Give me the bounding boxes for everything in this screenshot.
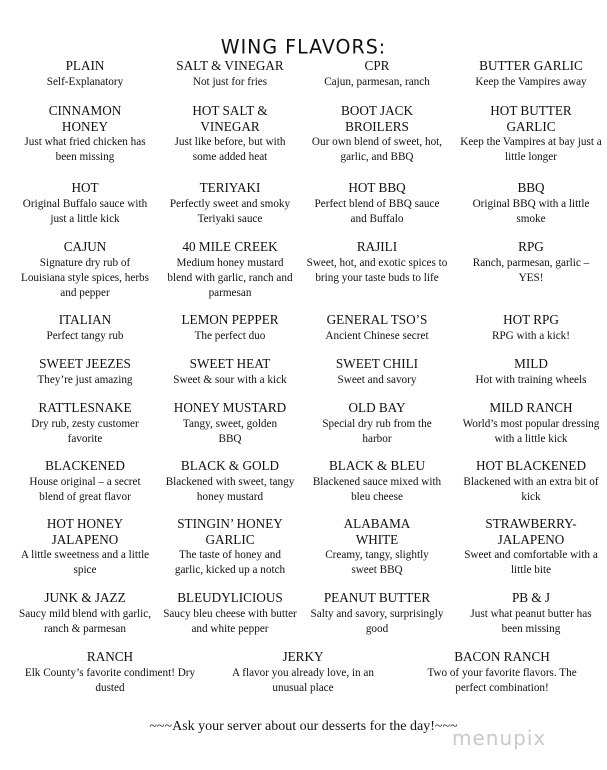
flavor-name: HOT BBQ <box>348 180 406 195</box>
flavor-name: HOT BLACKENED <box>475 458 586 473</box>
flavor-mild <box>457 356 605 388</box>
flavor-name: RPG <box>518 239 544 254</box>
flavor-name: HOT <box>71 180 99 195</box>
flavor-junk-jazz <box>15 590 155 637</box>
flavor-lemon-pepper <box>160 312 300 344</box>
flavor-bbq <box>462 180 600 227</box>
flavor-desc: Sweet and comfortable with a little bite <box>464 549 598 576</box>
flavor-bleudylicious <box>160 590 300 637</box>
flavor-name: PLAIN <box>65 58 105 73</box>
flavor-hot <box>18 180 152 227</box>
flavor-name: BLEUDYLICIOUS <box>177 590 283 605</box>
flavor-sweet-chili <box>303 356 451 388</box>
flavor-name: BUTTER GARLIC <box>479 58 583 73</box>
flavor-desc: A little sweetness and a little spice <box>20 549 150 576</box>
flavor-hot-butter-garlic <box>460 103 602 165</box>
flavor-rpg <box>466 239 596 286</box>
flavor-name: LEMON PEPPER <box>181 312 279 327</box>
flavor-desc: A flavor you already love, in an unusual place <box>232 666 374 694</box>
flavor-name: BLACK & BLEU <box>329 458 425 473</box>
flavor-desc: Medium honey mustard blend with garlic, ranch and parmesan <box>167 256 293 299</box>
flavor-desc: Special dry rub from the harbor <box>322 417 432 445</box>
flavor-name: GENERAL TSO’S <box>326 312 428 327</box>
flavor-desc: Blackened with an extra bit of kick <box>463 475 599 503</box>
flavor-cajun <box>18 239 152 301</box>
flavor-name: RATTLESNAKE <box>38 400 132 415</box>
flavor-name: HOT HONEY JALAPENO <box>46 516 124 547</box>
flavor-desc: Sweet, hot, and exotic spices to bring your taste buds to life <box>306 256 448 284</box>
flavor-name: BBQ <box>517 180 545 195</box>
flavor-name: JUNK & JAZZ <box>44 590 126 605</box>
flavor-desc: World’s most popular dressing with a little kick <box>462 417 600 445</box>
flavor-desc: Sweet & sour with a kick <box>173 373 287 386</box>
desserts-note: ~~~Ask your server about our desserts for the day!~~~ <box>149 719 458 734</box>
flavor-desc: Dry rub, zesty customer favorite <box>31 417 139 445</box>
flavor-name: MILD RANCH <box>489 400 573 415</box>
flavor-cinnamon-honey <box>18 103 152 165</box>
flavor-sweet-jeezes <box>15 356 155 388</box>
flavor-name: ITALIAN <box>58 312 112 327</box>
flavor-jerky <box>214 649 392 696</box>
flavor-name: TERIYAKI <box>199 180 261 195</box>
flavor-name: SWEET CHILI <box>335 356 419 371</box>
flavor-hot-salt-vinegar <box>162 103 298 165</box>
flavor-name: CAJUN <box>63 239 107 254</box>
flavor-name: CPR <box>364 58 390 73</box>
flavor-desc: Signature dry rub of Louisiana style spices, herbs and pepper <box>20 256 149 299</box>
flavor-cpr <box>303 58 451 90</box>
flavor-desc: House original – a secret blend of great flavor <box>29 475 141 503</box>
flavor-name: SWEET HEAT <box>189 356 271 371</box>
flavor-name: STRAWBERRY-JALAPENO <box>485 516 577 547</box>
flavor-40-mile-creek <box>164 239 296 301</box>
flavor-bacon-ranch <box>412 649 592 696</box>
flavor-hot-blackened <box>461 458 601 505</box>
flavor-italian <box>15 312 155 344</box>
flavor-name: BACON RANCH <box>454 649 550 664</box>
flavor-desc: They’re just amazing <box>37 373 133 386</box>
flavor-mild-ranch <box>459 400 603 447</box>
flavor-desc: Just what peanut butter has been missing <box>470 607 592 635</box>
flavor-peanut-butter <box>310 590 444 637</box>
flavor-name: SWEET JEEZES <box>39 356 131 371</box>
flavor-general-tsos <box>303 312 451 344</box>
flavor-desc: Salty and savory, surprisingly good <box>310 607 444 635</box>
flavor-desc: Cajun, parmesan, ranch <box>324 75 430 88</box>
flavor-desc: Hot with training wheels <box>475 373 587 386</box>
flavor-boot-jack-broilers <box>303 103 451 165</box>
flavor-desc: RPG with a kick! <box>492 329 570 342</box>
flavor-name: RAJILI <box>356 239 398 254</box>
flavor-name: HOT SALT & VINEGAR <box>192 103 268 134</box>
flavor-name: HOT BUTTER GARLIC <box>490 103 572 134</box>
flavor-desc: Tangy, sweet, golden BBQ <box>182 417 278 445</box>
flavor-name: 40 MILE CREEK <box>182 239 278 254</box>
flavor-name: PEANUT BUTTER <box>323 590 431 605</box>
flavor-name: MILD <box>514 356 548 371</box>
flavor-desc: Ranch, parmesan, garlic – YES! <box>472 256 590 284</box>
flavor-desc: Saucy mild blend with garlic, ranch & parmesan <box>18 607 152 635</box>
flavor-desc: Sweet and savory <box>337 373 417 386</box>
flavor-name: HONEY MUSTARD <box>173 400 287 415</box>
flavor-desc: Not just for fries <box>192 75 268 88</box>
flavor-desc: Perfect blend of BBQ sauce and Buffalo <box>314 197 440 225</box>
flavor-plain <box>15 58 155 90</box>
flavor-name: JERKY <box>282 649 324 664</box>
flavor-name: BOOT JACK BROILERS <box>341 103 413 134</box>
flavor-alabama-white <box>312 516 442 578</box>
flavor-sweet-heat <box>158 356 302 388</box>
flavor-desc: The taste of honey and garlic, kicked up a notch <box>174 549 286 576</box>
flavor-desc: Keep the Vampires away <box>475 75 587 88</box>
flavor-name: HOT RPG <box>503 312 559 327</box>
flavor-butter-garlic <box>457 58 605 90</box>
flavor-old-bay <box>310 400 444 447</box>
flavor-desc: Two of your favorite flavors. The perfect combination! <box>427 666 577 694</box>
flavor-desc: Just like before, but with some added heat <box>174 136 286 163</box>
flavor-desc: Saucy bleu cheese with butter and white pepper <box>163 607 297 635</box>
flavor-rattlesnake <box>18 400 152 447</box>
flavor-honey-mustard <box>165 400 295 447</box>
flavor-ranch <box>20 649 200 696</box>
flavor-stingin-honey-garlic <box>164 516 296 578</box>
flavor-name: PB & J <box>511 590 551 605</box>
flavor-desc: Keep the Vampires at bay just a little longer <box>460 136 602 163</box>
flavor-name: BLACKENED <box>45 458 125 473</box>
flavor-teriyaki <box>166 180 294 227</box>
flavor-black-gold <box>163 458 297 505</box>
flavor-name: CINNAMON HONEY <box>48 103 122 134</box>
flavor-name: ALABAMA WHITE <box>343 516 411 547</box>
flavor-name: SALT & VINEGAR <box>176 58 284 73</box>
flavor-hot-rpg <box>457 312 605 344</box>
flavor-desc: The perfect duo <box>194 329 266 342</box>
flavor-name: BLACK & GOLD <box>180 458 280 473</box>
flavor-desc: Perfectly sweet and smoky Teriyaki sauce <box>169 197 291 225</box>
flavor-desc: Blackened with sweet, tangy honey mustard <box>165 475 295 503</box>
flavor-desc: Self-Explanatory <box>46 75 124 88</box>
flavor-name: RANCH <box>86 649 134 664</box>
flavor-pb-j <box>466 590 596 637</box>
watermark-logo: menupix <box>452 726 547 750</box>
flavor-desc: Creamy, tangy, slightly sweet BBQ <box>325 549 429 576</box>
flavor-desc: Original BBQ with a little smoke <box>472 197 590 225</box>
flavor-name: OLD BAY <box>348 400 406 415</box>
flavor-name: STINGIN’ HONEY GARLIC <box>177 516 283 547</box>
flavor-blackened <box>16 458 154 505</box>
flavor-salt-vinegar <box>160 58 300 90</box>
flavor-black-bleu <box>303 458 451 505</box>
flavor-desc: Original Buffalo sauce with just a little kick <box>22 197 148 225</box>
flavor-desc: Ancient Chinese secret <box>325 329 429 342</box>
flavor-desc: Perfect tangy rub <box>46 329 124 342</box>
flavor-hot-bbq <box>306 180 448 227</box>
flavor-strawberry-jalapeno <box>464 516 598 578</box>
flavor-rajili <box>305 239 449 286</box>
flavor-desc: Blackened sauce mixed with bleu cheese <box>312 475 442 503</box>
menu-title: WING FLAVORS: <box>220 35 387 59</box>
flavor-desc: Our own blend of sweet, hot, garlic, and BBQ <box>311 136 443 163</box>
flavor-desc: Elk County’s favorite condiment! Dry dusted <box>24 666 196 694</box>
flavor-hot-honey-jalapeno <box>16 516 154 578</box>
flavor-desc: Just what fried chicken has been missing <box>24 136 146 163</box>
